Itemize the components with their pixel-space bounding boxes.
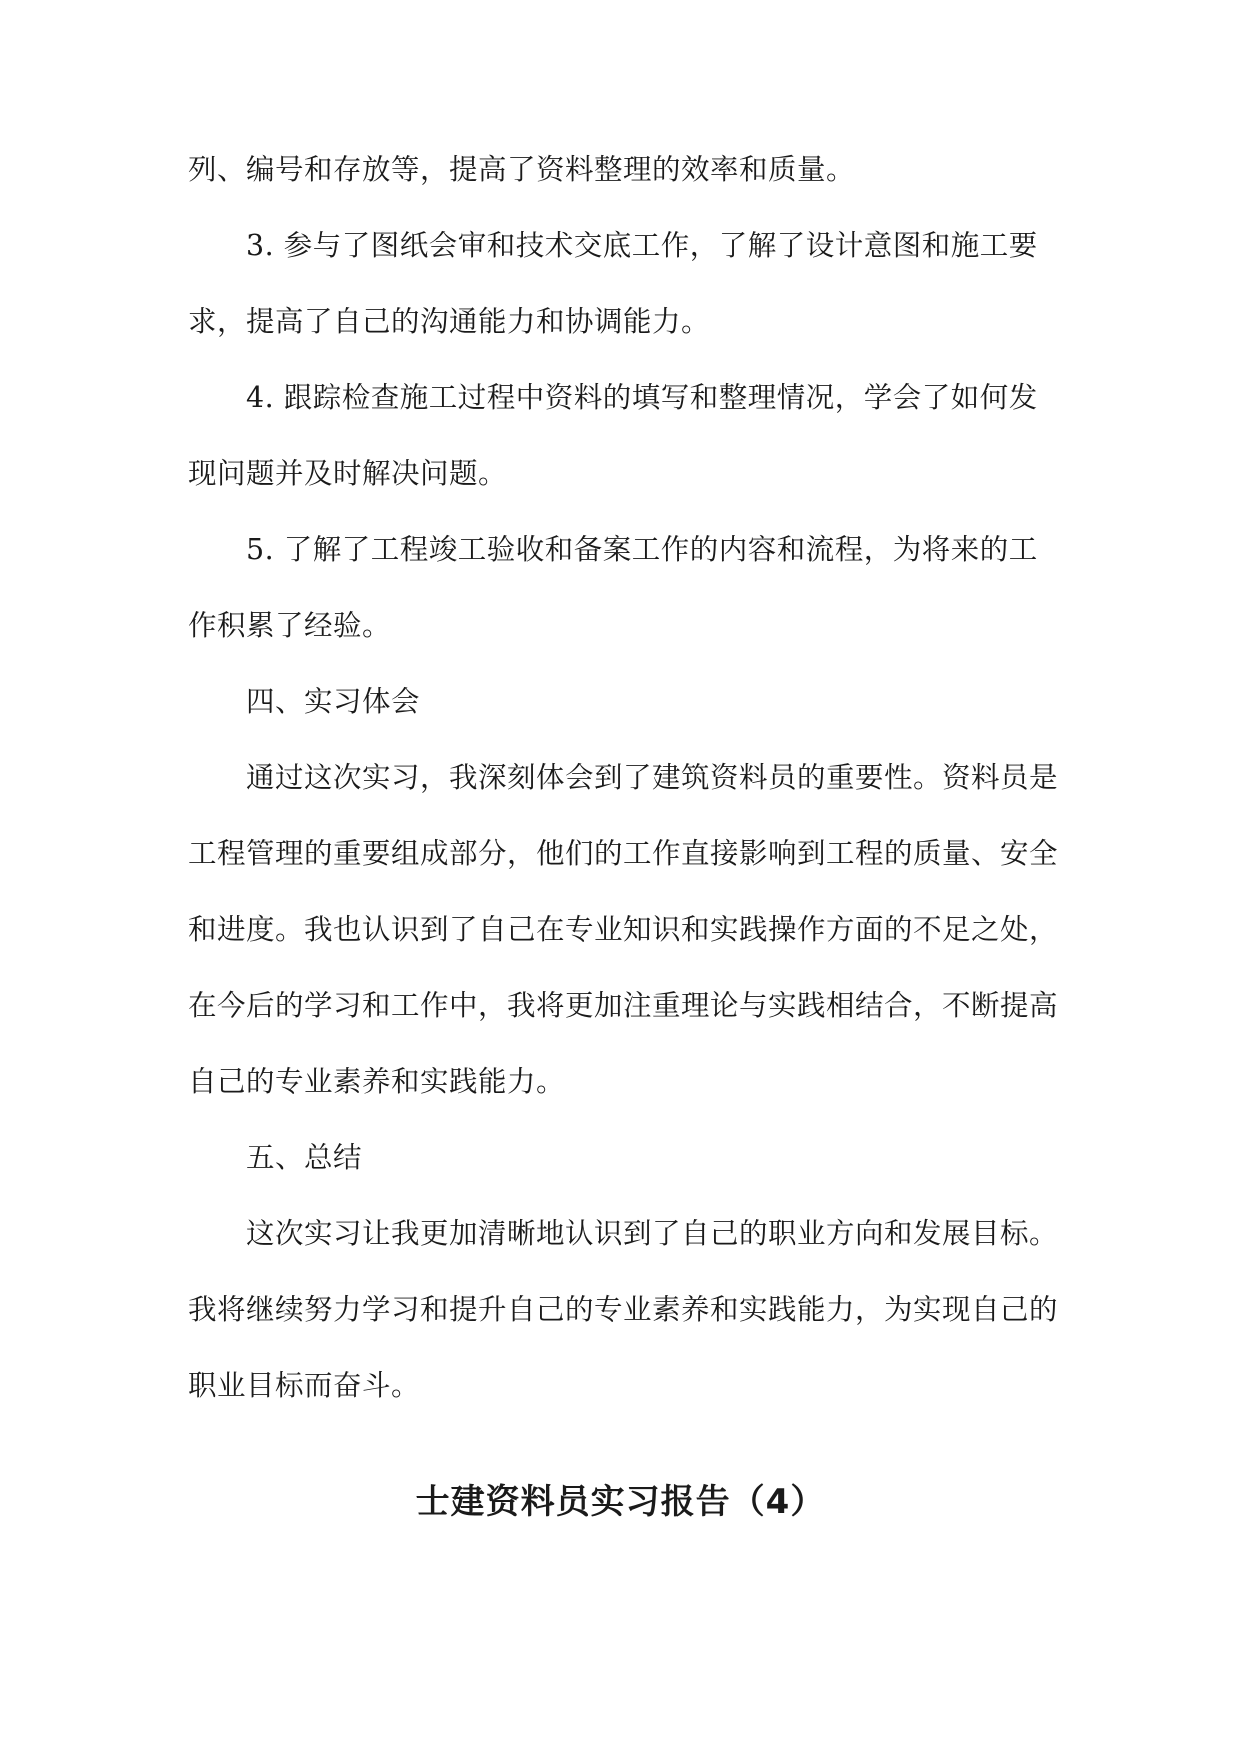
section-heading-4: 四、实习体会 xyxy=(246,685,421,718)
list-item-5-line-2: 作积累了经验。 xyxy=(188,609,392,642)
section-4-paragraph-line-3: 和进度。我也认识到了自己在专业知识和实践操作方面的不足之处， xyxy=(188,913,1059,946)
section-4-paragraph-line-5: 自己的专业素养和实践能力。 xyxy=(188,1065,566,1098)
section-4-paragraph-line-2: 工程管理的重要组成部分，他们的工作直接影响到工程的质量、安全 xyxy=(188,837,1059,870)
section-5-paragraph-line-3: 职业目标而奋斗。 xyxy=(188,1369,421,1402)
section-heading-5: 五、总结 xyxy=(246,1141,363,1174)
section-4-paragraph-line-1: 通过这次实习，我深刻体会到了建筑资料员的重要性。资料员是 xyxy=(246,761,1059,794)
list-item-3-line-2: 求，提高了自己的沟通能力和协调能力。 xyxy=(188,305,711,338)
document-title: 士建资料员实习报告（4） xyxy=(415,1482,826,1522)
paragraph-line: 列、编号和存放等，提高了资料整理的效率和质量。 xyxy=(188,153,856,186)
list-item-3-line-1: 3. 参与了图纸会审和技术交底工作，了解了设计意图和施工要 xyxy=(246,229,1038,262)
list-item-4-line-1: 4. 跟踪检查施工过程中资料的填写和整理情况，学会了如何发 xyxy=(246,381,1038,414)
list-item-5-line-1: 5. 了解了工程竣工验收和备案工作的内容和流程，为将来的工 xyxy=(246,533,1038,566)
section-5-paragraph-line-1: 这次实习让我更加清晰地认识到了自己的职业方向和发展目标。 xyxy=(246,1217,1059,1250)
section-5-paragraph-line-2: 我将继续努力学习和提升自己的专业素养和实践能力，为实现自己的 xyxy=(188,1293,1059,1326)
section-4-paragraph-line-4: 在今后的学习和工作中，我将更加注重理论与实践相结合，不断提高 xyxy=(188,989,1059,1022)
list-item-4-line-2: 现问题并及时解决问题。 xyxy=(188,457,508,490)
